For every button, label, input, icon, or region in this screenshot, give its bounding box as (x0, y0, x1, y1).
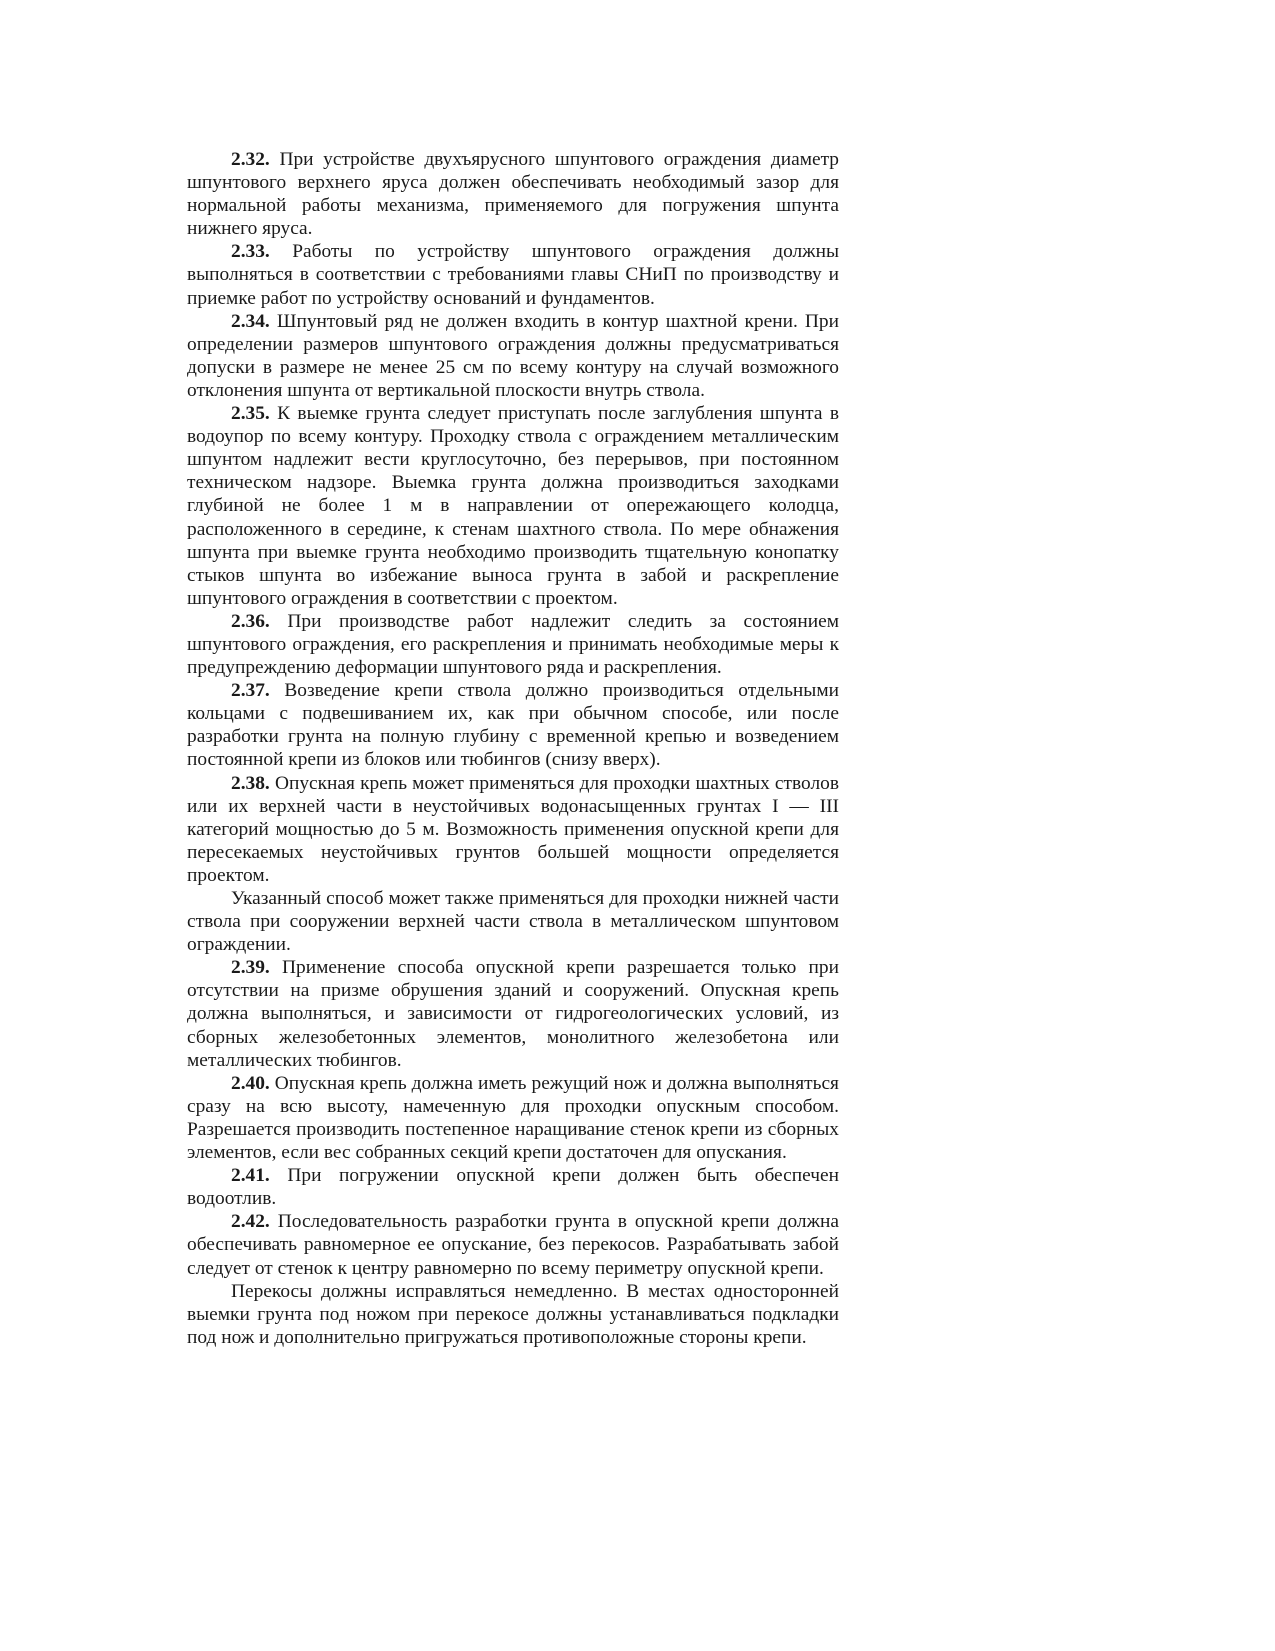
clause-number: 2.38. (231, 772, 270, 794)
paragraph-text: Указанный способ может также применяться для проходки нижней части ствола при сооружении верхней части ствола в металлическом шпунтовом ограждении. (187, 888, 839, 956)
paragraph-text: Перекосы должны исправляться немедленно. В местах односторонней выемки грунта под ножом при перекосе должны устанавливаться подкладки под нож и дополнительно пригружаться противоположные стороны крепи. (187, 1280, 839, 1348)
paragraph-text: Применение способа опускной крепи разрешается только при отсутствии на призме обрушения зданий и сооружений. Опускная крепь должна выполняться, и зависимости от гидрогеологических условий, из сборных железобетонных элементов, монолитного железобетона или металлических тюбингов. (187, 957, 839, 1071)
paragraph-2-34 (187, 310, 839, 402)
clause-number: 2.32. (231, 149, 270, 170)
clause-number: 2.42. (231, 1211, 270, 1233)
clause-number: 2.40. (231, 1072, 270, 1094)
paragraph-text: Возведение крепи ствола должно производиться отдельными кольцами с подвешиванием их, как при обычном способе, или после разработки грунта на полную глубину с временной крепью и возведением постоянной крепи из блоков или тюбингов (снизу вверх). (187, 680, 839, 771)
clause-number: 2.33. (231, 241, 270, 263)
clause-number: 2.37. (231, 680, 270, 702)
paragraph-2-38-continued (187, 887, 839, 956)
paragraph-text: Работы по устройству шпунтового ограждения должны выполняться в соответствии с требованиями главы СНиП по производству и приемке работ по устройству оснований и фундаментов. (187, 241, 839, 309)
paragraph-2-32 (187, 148, 839, 240)
paragraph-2-39 (187, 956, 839, 1071)
clause-number: 2.36. (231, 610, 270, 632)
paragraph-text: Опускная крепь может применяться для проходки шахтных стволов или их верхней части в неустойчивых водонасыщенных грунтах I — III категорий мощностью до 5 м. Возможность применения опускной крепи для пересекаемых неустойчивых грунтов большей мощности определяется проектом. (187, 772, 839, 886)
paragraph-text: При погружении опускной крепи должен быть обеспечен водоотлив. (187, 1165, 839, 1210)
paragraph-2-42 (187, 1210, 839, 1279)
clause-number: 2.39. (231, 957, 270, 979)
paragraph-2-38 (187, 772, 839, 887)
clause-number: 2.34. (231, 310, 270, 332)
paragraph-2-36 (187, 610, 839, 679)
paragraph-2-37 (187, 679, 839, 771)
paragraph-2-40 (187, 1072, 839, 1164)
paragraph-text: При устройстве двухъярусного шпунтового ограждения диаметр шпунтового верхнего яруса должен обеспечивать необходимый зазор для нормальной работы механизма, применяемого для погружения шпунта нижнего яруса. (187, 149, 839, 240)
clause-number: 2.35. (231, 403, 270, 425)
clause-number: 2.41. (231, 1165, 270, 1187)
paragraph-text: Последовательность разработки грунта в опускной крепи должна обеспечивать равномерное ее опускание, без перекосов. Разрабатывать забой следует от стенок к центру равномерно по всему периметру опускной крепи. (187, 1211, 839, 1279)
paragraph-2-33 (187, 240, 839, 309)
paragraph-text: Опускная крепь должна иметь режущий нож и должна выполняться сразу на всю высоту, намеченную для проходки опускным способом. Разрешается производить постепенное наращивание стенок крепи из сборных элементов, если вес собранных секций крепи достаточен для опускания. (187, 1072, 839, 1164)
paragraph-text: Шпунтовый ряд не должен входить в контур шахтной крени. При определении размеров шпунтового ограждения должны предусматриваться допуски в размере не менее 25 см по всему контуру на случай возможного отклонения шпунта от вертикальной плоскости внутрь ствола. (187, 310, 839, 401)
paragraph-2-42-continued (187, 1280, 839, 1349)
paragraph-text: К выемке грунта следует приступать после заглубления шпунта в водоупор по всему контуру. Проходку ствола с ограждением металлическим шпунтом надлежит вести круглосуточно, без перерывов, при постоянном техническом надзоре. Выемка грунта должна производиться заходками глубиной не более 1 м в направлении от опережающего колодца, расположенного в середине, к стенам шахтного ствола. По мере обнажения шпунта при выемке грунта необходимо производить тщательную конопатку стыков шпунта во избежание выноса грунта в забой и раскрепление шпунтового ограждения в соответствии с проектом. (187, 403, 839, 609)
paragraph-2-41 (187, 1164, 839, 1210)
paragraph-2-35 (187, 402, 839, 610)
paragraph-text: При производстве работ надлежит следить за состоянием шпунтового ограждения, его раскрепления и принимать необходимые меры к предупреждению деформации шпунтового ряда и раскрепления. (187, 610, 839, 679)
document-page (187, 148, 839, 1349)
